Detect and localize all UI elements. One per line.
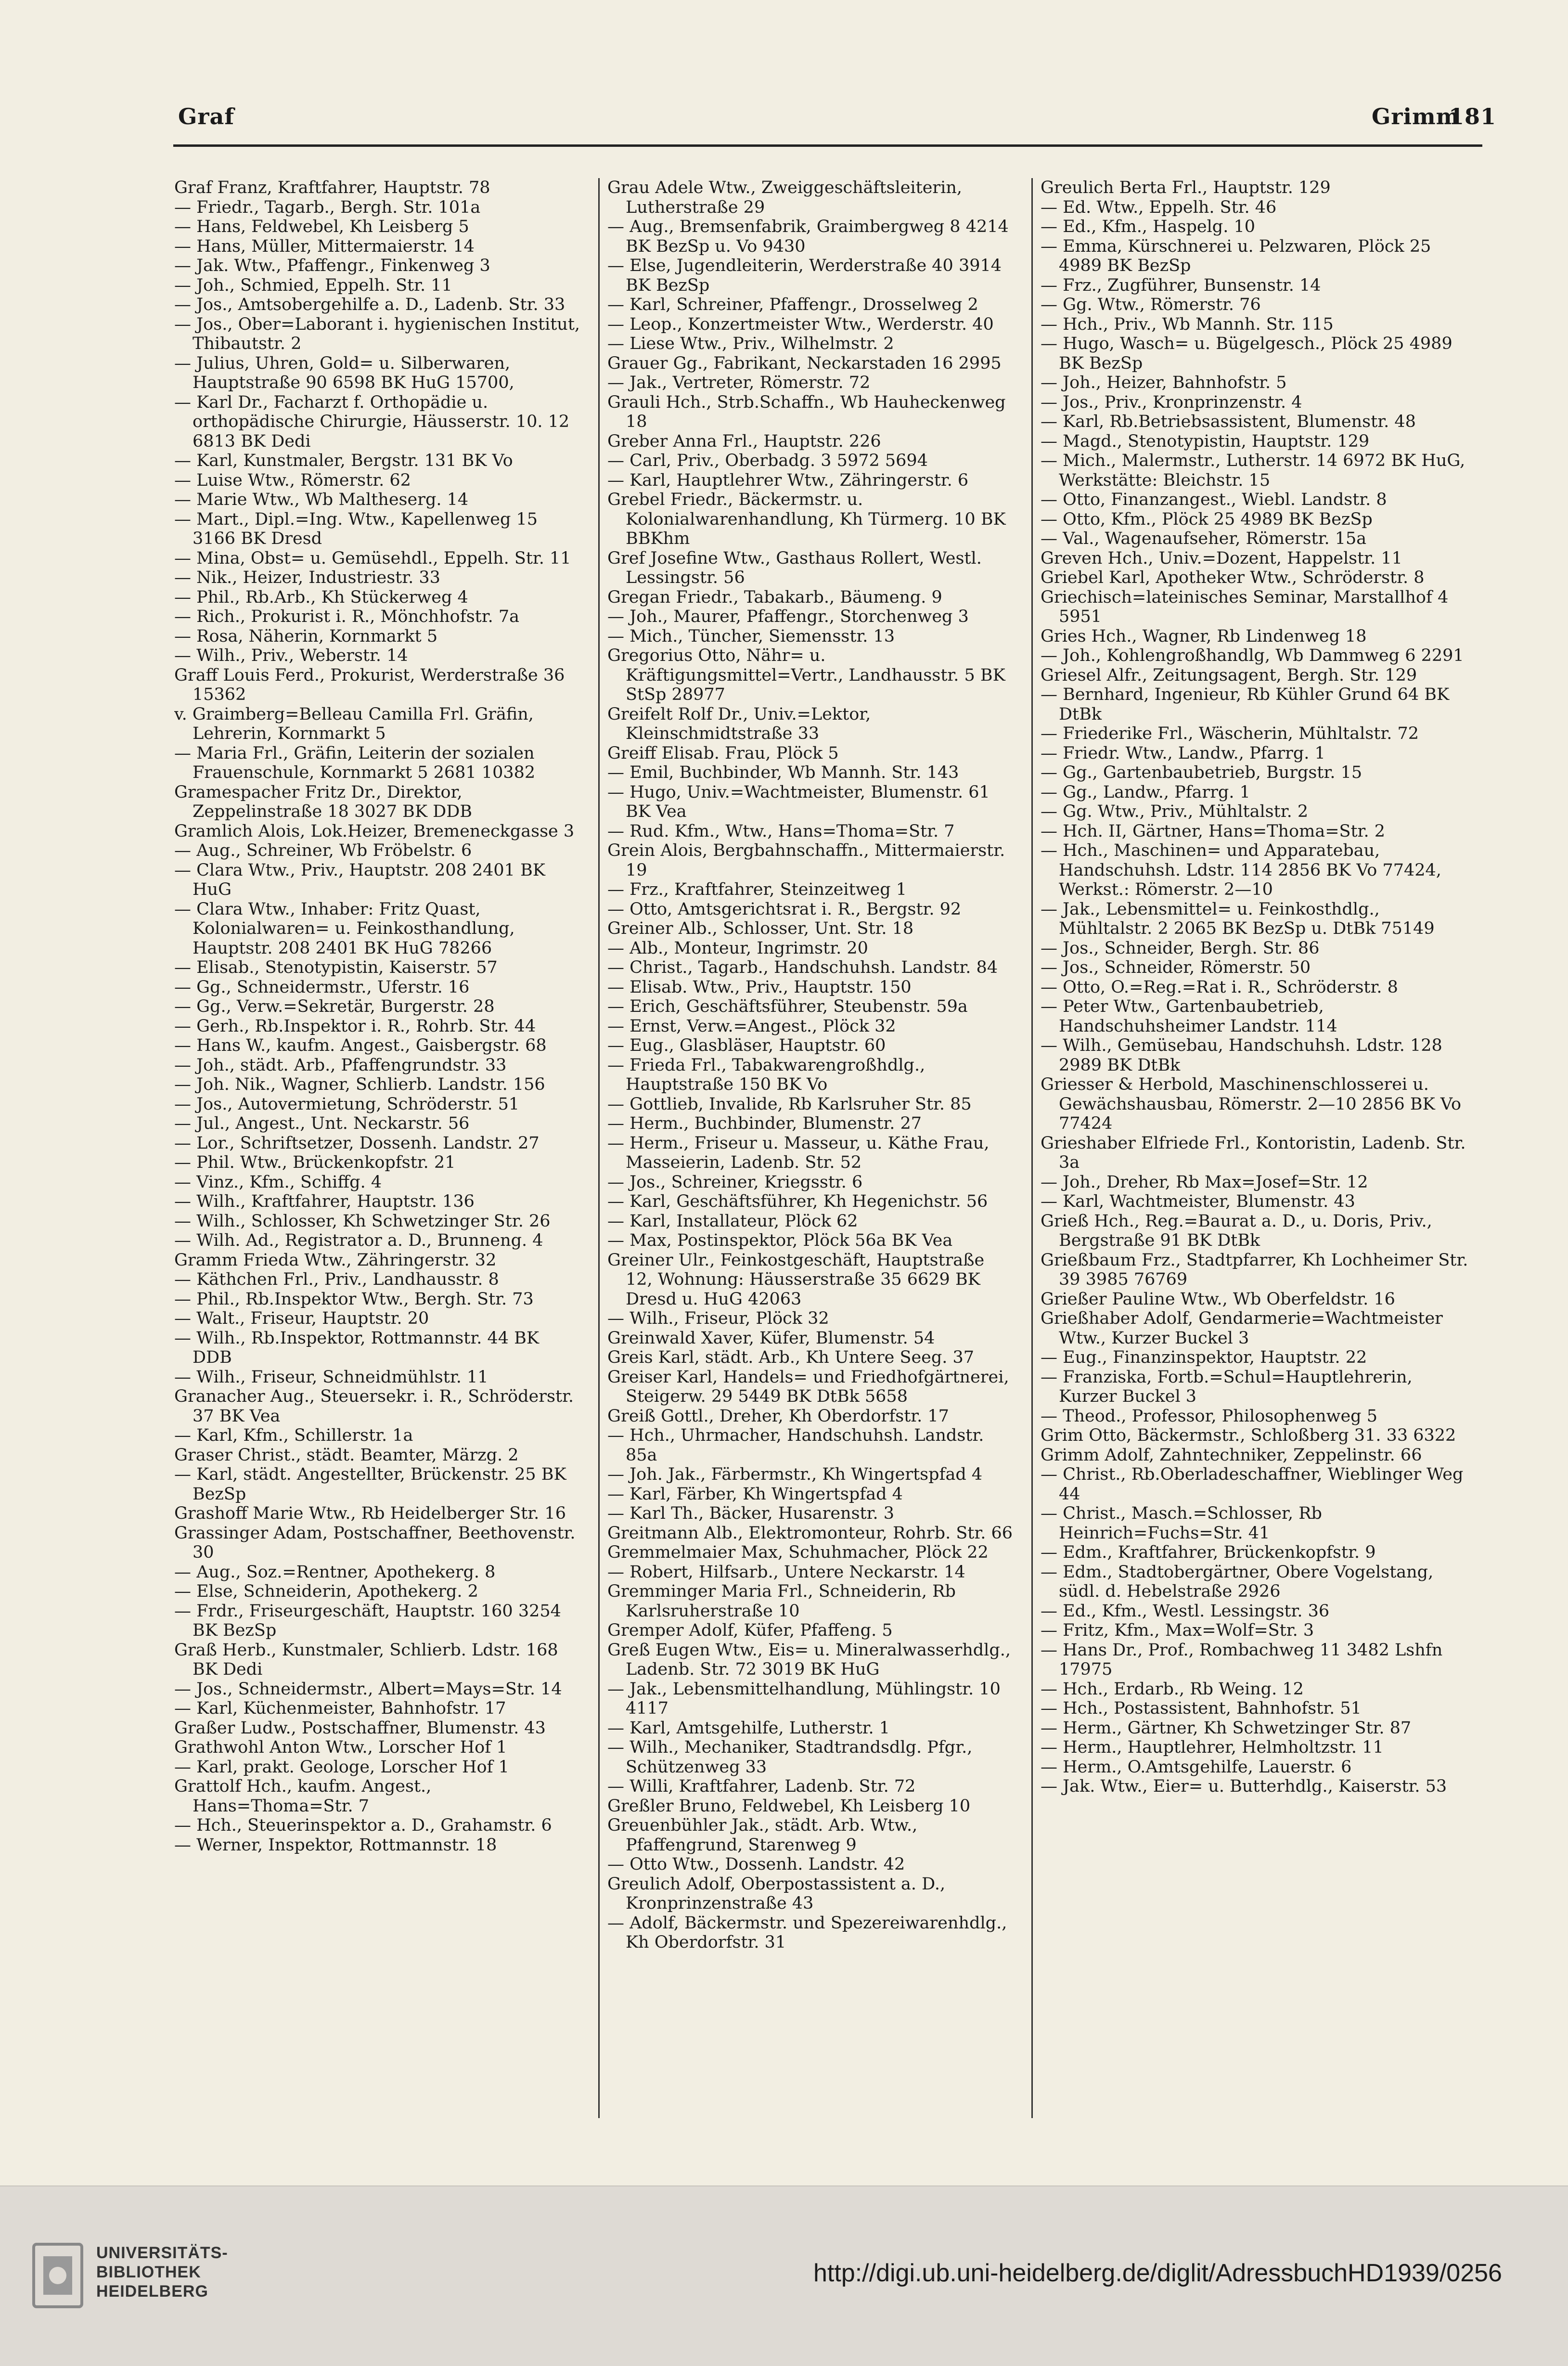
directory-entry: — Karl, Kunstmaler, Bergstr. 131 BK Vo bbox=[174, 451, 513, 470]
directory-entry: — Emil, Buchbinder, Wb Mannh. Str. 143 bbox=[607, 763, 959, 782]
directory-entry: — Frz., Kraftfahrer, Steinzeitweg 1 bbox=[607, 880, 907, 899]
directory-entry: — Karl, Küchenmeister, Bahnhofstr. 17 bbox=[174, 1699, 506, 1718]
directory-entry: — Adolf, Bäckermstr. und Spezereiwarenhdlg., Kh Oberdorfstr. 31 bbox=[607, 1913, 1007, 1952]
directory-entry: — Karl, Kfm., Schillerstr. 1a bbox=[174, 1426, 413, 1445]
directory-entry: — Joh., städt. Arb., Pfaffengrundstr. 33 bbox=[174, 1055, 507, 1075]
directory-entry: — Gg. Wtw., Römerstr. 76 bbox=[1041, 295, 1261, 314]
directory-entry: — Luise Wtw., Römerstr. 62 bbox=[174, 470, 411, 490]
directory-entry: Grießbaum Frz., Stadtpfarrer, Kh Lochheimer Str. 39 3985 76769 bbox=[1041, 1250, 1468, 1289]
university-seal-icon bbox=[29, 2239, 87, 2312]
directory-entry: — Phil., Rb.Inspektor Wtw., Bergh. Str. 73 bbox=[174, 1289, 534, 1309]
directory-entry: — Mina, Obst= u. Gemüsehdl., Eppelh. Str. 11 bbox=[174, 548, 571, 568]
directory-entry: — Karl, prakt. Geologe, Lorscher Hof 1 bbox=[174, 1757, 509, 1777]
directory-entry: — Otto, Finanzangest., Wiebl. Landstr. 8 bbox=[1041, 490, 1387, 509]
directory-entry: Gref Josefine Wtw., Gasthaus Rollert, Westl. Lessingstr. 56 bbox=[607, 548, 982, 587]
directory-entry: Grauli Hch., Strb.Schaffn., Wb Hauheckenweg 18 bbox=[607, 392, 1006, 431]
header-last-name: Grimm bbox=[1372, 103, 1460, 129]
directory-entry: — Karl, Wachtmeister, Blumenstr. 43 bbox=[1041, 1192, 1355, 1211]
directory-entry: — Hch., Steuerinspektor a. D., Grahamstr. 6 bbox=[174, 1816, 552, 1835]
directory-entry: — Otto, Amtsgerichtsrat i. R., Bergstr. 92 bbox=[607, 899, 962, 919]
directory-entry: — Marie Wtw., Wb Maltheserg. 14 bbox=[174, 490, 469, 509]
column-left bbox=[174, 178, 583, 2123]
directory-entry: Gries Hch., Wagner, Rb Lindenweg 18 bbox=[1041, 626, 1367, 646]
directory-entry: — Carl, Priv., Oberbadg. 3 5972 5694 bbox=[607, 451, 928, 470]
directory-entry: — Ed. Wtw., Eppelh. Str. 46 bbox=[1041, 197, 1277, 217]
directory-entry: — Rud. Kfm., Wtw., Hans=Thoma=Str. 7 bbox=[607, 821, 955, 841]
directory-entry: Grashoff Marie Wtw., Rb Heidelberger Str. 16 bbox=[174, 1504, 566, 1523]
directory-entry: — Joh. Jak., Färbermstr., Kh Wingertspfad 4 bbox=[607, 1465, 983, 1484]
directory-entry: — Werner, Inspektor, Rottmannstr. 18 bbox=[174, 1835, 497, 1855]
directory-entry: — Else, Schneiderin, Apothekerg. 2 bbox=[174, 1582, 478, 1601]
directory-entry: — Karl, Hauptlehrer Wtw., Zähringerstr. 6 bbox=[607, 470, 969, 490]
directory-entry: — Gottlieb, Invalide, Rb Karlsruher Str. 85 bbox=[607, 1094, 972, 1114]
directory-entry: Gramm Frieda Wtw., Zähringerstr. 32 bbox=[174, 1250, 497, 1270]
directory-entry: — Jos., Ober=Laborant i. hygienischen Institut, Thibautstr. 2 bbox=[174, 314, 580, 353]
directory-entry: Grebel Friedr., Bäckermstr. u. Kolonialwarenhandlung, Kh Türmerg. 10 BK BBKhm bbox=[607, 490, 1006, 548]
directory-entry: — Jak., Lebensmittelhandlung, Mühlingstr. 10 4117 bbox=[607, 1679, 1001, 1718]
directory-entry: — Erich, Geschäftsführer, Steubenstr. 59a bbox=[607, 997, 968, 1016]
directory-entry: — Wilh. Ad., Registrator a. D., Brunneng. 4 bbox=[174, 1231, 543, 1250]
directory-entry: — Aug., Soz.=Rentner, Apothekerg. 8 bbox=[174, 1562, 496, 1582]
directory-entry: — Karl, Rb.Betriebsassistent, Blumenstr. 48 bbox=[1041, 412, 1416, 431]
directory-entry: — Willi, Kraftfahrer, Ladenb. Str. 72 bbox=[607, 1777, 916, 1796]
directory-entry: Grau Adele Wtw., Zweiggeschäftsleiterin, Lutherstraße 29 bbox=[607, 178, 962, 217]
directory-entry: — Eug., Glasbläser, Hauptstr. 60 bbox=[607, 1036, 886, 1055]
directory-entry: Grattolf Hch., kaufm. Angest., Hans=Thoma=Str. 7 bbox=[174, 1777, 432, 1816]
directory-entry: v. Graimberg=Belleau Camilla Frl. Gräfin, Lehrerin, Kornmarkt 5 bbox=[174, 704, 534, 743]
directory-entry: Greßler Bruno, Feldwebel, Kh Leisberg 10 bbox=[607, 1796, 971, 1816]
directory-entry: — Gerh., Rb.Inspektor i. R., Rohrb. Str. 44 bbox=[174, 1016, 536, 1036]
directory-entry: — Robert, Hilfsarb., Untere Neckarstr. 14 bbox=[607, 1562, 965, 1582]
directory-entry: — Edm., Stadtobergärtner, Obere Vogelstang, südl. d. Hebelstraße 2926 bbox=[1041, 1562, 1434, 1601]
directory-entry: — Vinz., Kfm., Schiffg. 4 bbox=[174, 1172, 382, 1192]
directory-entry: Griesser & Herbold, Maschinenschlosserei u. Gewächshausbau, Römerstr. 2—10 2856 BK Vo 77424 bbox=[1041, 1075, 1462, 1133]
directory-entry: — Hch., Uhrmacher, Handschuhsh. Landstr. 85a bbox=[607, 1426, 984, 1465]
directory-entry: Greulich Berta Frl., Hauptstr. 129 bbox=[1041, 178, 1331, 197]
directory-entry: — Mich., Malermstr., Lutherstr. 14 6972 BK HuG, Werkstätte: Bleichstr. 15 bbox=[1041, 451, 1465, 490]
directory-entry: — Clara Wtw., Priv., Hauptstr. 208 2401 BK HuG bbox=[174, 860, 545, 899]
directory-entry: Greiser Karl, Handels= und Friedhofgärtnerei, Steigerw. 29 5449 BK DtBk 5658 bbox=[607, 1367, 1009, 1406]
directory-entry: Grauer Gg., Fabrikant, Neckarstaden 16 2995 bbox=[607, 353, 1002, 373]
directory-entry: — Gg. Wtw., Priv., Mühltalstr. 2 bbox=[1041, 802, 1309, 821]
directory-entry: Graf Franz, Kraftfahrer, Hauptstr. 78 bbox=[174, 178, 490, 197]
directory-entry: Greuenbühler Jak., städt. Arb. Wtw., Pfaffengrund, Starenweg 9 bbox=[607, 1816, 918, 1855]
directory-entry: — Wilh., Schlosser, Kh Schwetzinger Str. 26 bbox=[174, 1211, 551, 1231]
library-name-line: HEIDELBERG bbox=[96, 2282, 208, 2301]
directory-entry: — Hch., Maschinen= und Apparatebau, Handschuhsh. Ldstr. 114 2856 BK Vo 77424, Werkst.: Römerstr. 2—10 bbox=[1041, 841, 1441, 899]
column-divider bbox=[598, 178, 600, 2118]
directory-entry: — Herm., Friseur u. Masseur, u. Käthe Frau, Masseierin, Ladenb. Str. 52 bbox=[607, 1133, 990, 1172]
directory-entry: Graser Christ., städt. Beamter, Märzg. 2 bbox=[174, 1445, 519, 1465]
directory-entry: — Emma, Kürschnerei u. Pelzwaren, Plöck 25 4989 BK BezSp bbox=[1041, 236, 1431, 275]
directory-entry: — Herm., O.Amtsgehilfe, Lauerstr. 6 bbox=[1041, 1757, 1352, 1777]
directory-entry: — Max, Postinspektor, Plöck 56a BK Vea bbox=[607, 1231, 953, 1250]
library-name-line: UNIVERSITÄTS- bbox=[96, 2244, 228, 2262]
directory-entry: — Peter Wtw., Gartenbaubetrieb, Handschuhsheimer Landstr. 114 bbox=[1041, 997, 1337, 1036]
directory-entry: Grim Otto, Bäckermstr., Schloßberg 31. 33 6322 bbox=[1041, 1426, 1456, 1445]
directory-entry: — Rich., Prokurist i. R., Mönchhofstr. 7a bbox=[174, 607, 520, 626]
directory-entry: — Ed., Kfm., Haspelg. 10 bbox=[1041, 217, 1255, 236]
page-header bbox=[0, 0, 1568, 159]
directory-entry: Greis Karl, städt. Arb., Kh Untere Seeg. 37 bbox=[607, 1348, 975, 1367]
directory-entry: Grathwohl Anton Wtw., Lorscher Hof 1 bbox=[174, 1738, 507, 1757]
directory-entry: — Hans, Feldwebel, Kh Leisberg 5 bbox=[174, 217, 469, 236]
directory-entry: — Karl Th., Bäcker, Husarenstr. 3 bbox=[607, 1504, 895, 1523]
directory-entry: Grießer Pauline Wtw., Wb Oberfeldstr. 16 bbox=[1041, 1289, 1395, 1309]
directory-entry: Graff Louis Ferd., Prokurist, Werderstraße 36 15362 bbox=[174, 665, 565, 704]
directory-entry: Grassinger Adam, Postschaffner, Beethovenstr. 30 bbox=[174, 1523, 576, 1562]
directory-entry: Gremmelmaier Max, Schuhmacher, Plöck 22 bbox=[607, 1543, 989, 1562]
directory-entry: — Wilh., Friseur, Plöck 32 bbox=[607, 1309, 829, 1328]
directory-entry: — Jos., Amtsobergehilfe a. D., Ladenb. Str. 33 bbox=[174, 295, 566, 314]
directory-entry: — Joh. Nik., Wagner, Schlierb. Landstr. 156 bbox=[174, 1075, 545, 1094]
directory-entry: Grießhaber Adolf, Gendarmerie=Wachtmeister Wtw., Kurzer Buckel 3 bbox=[1041, 1309, 1443, 1348]
directory-entry: — Val., Wagenaufseher, Römerstr. 15a bbox=[1041, 529, 1367, 548]
directory-entry: — Gg., Gartenbaubetrieb, Burgstr. 15 bbox=[1041, 763, 1362, 782]
directory-entry: — Gg., Schneidermstr., Uferstr. 16 bbox=[174, 977, 470, 997]
directory-entry: — Karl, Installateur, Plöck 62 bbox=[607, 1211, 858, 1231]
directory-entry: — Jak. Wtw., Pfaffengr., Finkenweg 3 bbox=[174, 256, 490, 275]
directory-entry: — Mart., Dipl.=Ing. Wtw., Kapellenweg 15 3166 BK Dresd bbox=[174, 509, 538, 548]
directory-entry: — Wilh., Mechaniker, Stadtrandsdlg. Pfgr., Schützenweg 33 bbox=[607, 1738, 973, 1777]
directory-entry: Grimm Adolf, Zahntechniker, Zeppelinstr. 66 bbox=[1041, 1445, 1422, 1465]
directory-entry: Greven Hch., Univ.=Dozent, Happelstr. 11 bbox=[1041, 548, 1402, 568]
directory-entry: — Ernst, Verw.=Angest., Plöck 32 bbox=[607, 1016, 896, 1036]
directory-entry: — Wilh., Kraftfahrer, Hauptstr. 136 bbox=[174, 1192, 475, 1211]
directory-entry: — Jos., Schneider, Römerstr. 50 bbox=[1041, 958, 1311, 977]
directory-entry: Greß Eugen Wtw., Eis= u. Mineralwasserhdlg., Ladenb. Str. 72 3019 BK HuG bbox=[607, 1640, 1011, 1679]
directory-entry: — Jak., Vertreter, Römerstr. 72 bbox=[607, 373, 871, 392]
directory-entry: — Elisab. Wtw., Priv., Hauptstr. 150 bbox=[607, 977, 912, 997]
directory-entry: — Frdr., Friseurgeschäft, Hauptstr. 160 3254 BK BezSp bbox=[174, 1601, 561, 1640]
column-divider bbox=[1031, 178, 1033, 2118]
directory-entry: — Leop., Konzertmeister Wtw., Werderstr. 40 bbox=[607, 314, 994, 334]
directory-entry: — Hans, Müller, Mittermaierstr. 14 bbox=[174, 236, 475, 256]
permalink-url[interactable]: http://digi.ub.uni-heidelberg.de/diglit/AdressbuchHD1939/0256 bbox=[813, 2259, 1502, 2287]
column-right bbox=[1041, 178, 1474, 2123]
directory-entry: — Gg., Verw.=Sekretär, Burgerstr. 28 bbox=[174, 997, 495, 1016]
directory-entry: — Magd., Stenotypistin, Hauptstr. 129 bbox=[1041, 431, 1370, 451]
directory-entry: — Aug., Schreiner, Wb Fröbelstr. 6 bbox=[174, 841, 472, 860]
directory-entry: — Jos., Schneidermstr., Albert=Mays=Str. 14 bbox=[174, 1679, 562, 1699]
directory-entry: — Herm., Gärtner, Kh Schwetzinger Str. 87 bbox=[1041, 1718, 1412, 1738]
directory-entry: — Else, Jugendleiterin, Werderstraße 40 3914 BK BezSp bbox=[607, 256, 1002, 295]
directory-entry: — Karl, städt. Angestellter, Brückenstr. 25 BK BezSp bbox=[174, 1465, 566, 1504]
directory-entry: Griebel Karl, Apotheker Wtw., Schröderstr. 8 bbox=[1041, 568, 1425, 587]
column-middle bbox=[607, 178, 1016, 2123]
directory-entry: Gregan Friedr., Tabakarb., Bäumeng. 9 bbox=[607, 587, 942, 607]
directory-entry: — Hugo, Univ.=Wachtmeister, Blumenstr. 61 BK Vea bbox=[607, 782, 990, 821]
directory-entry: — Hch., Erdarb., Rb Weing. 12 bbox=[1041, 1679, 1304, 1699]
directory-entry: Graß Herb., Kunstmaler, Schlierb. Ldstr. 168 BK Dedi bbox=[174, 1640, 558, 1679]
directory-entry: — Hugo, Wasch= u. Bügelgesch., Plöck 25 4989 BK BezSp bbox=[1041, 334, 1452, 373]
directory-entry: Griesel Alfr., Zeitungsagent, Bergh. Str. 129 bbox=[1041, 665, 1417, 685]
directory-entry: — Karl, Schreiner, Pfaffengr., Drosselweg 2 bbox=[607, 295, 978, 314]
directory-entry: — Christ., Tagarb., Handschuhsh. Landstr. 84 bbox=[607, 958, 998, 977]
directory-entry: Gregorius Otto, Nähr= u. Kräftigungsmittel=Vertr., Landhausstr. 5 BK StSp 28977 bbox=[607, 646, 1005, 704]
directory-entry: — Clara Wtw., Inhaber: Fritz Quast, Kolonialwaren= u. Feinkosthandlung, Hauptstr. 208 2401 BK HuG 78266 bbox=[174, 899, 515, 958]
directory-entry: — Wilh., Gemüsebau, Handschuhsh. Ldstr. 128 2989 BK DtBk bbox=[1041, 1036, 1442, 1075]
directory-entry: — Joh., Schmied, Eppelh. Str. 11 bbox=[174, 275, 452, 295]
directory-entry: — Hch. II, Gärtner, Hans=Thoma=Str. 2 bbox=[1041, 821, 1385, 841]
directory-entry: — Edm., Kraftfahrer, Brückenkopfstr. 9 bbox=[1041, 1543, 1376, 1562]
directory-entry: — Rosa, Näherin, Kornmarkt 5 bbox=[174, 626, 438, 646]
directory-entry: Grein Alois, Bergbahnschaffn., Mittermaierstr. 19 bbox=[607, 841, 1005, 880]
header-rule bbox=[173, 144, 1482, 147]
directory-entry: — Liese Wtw., Priv., Wilhelmstr. 2 bbox=[607, 334, 894, 353]
directory-entry: Greiff Elisab. Frau, Plöck 5 bbox=[607, 743, 839, 763]
directory-entry: — Karl, Amtsgehilfe, Lutherstr. 1 bbox=[607, 1718, 890, 1738]
directory-entry: — Wilh., Priv., Weberstr. 14 bbox=[174, 646, 408, 665]
directory-entry: — Bernhard, Ingenieur, Rb Kühler Grund 64 BK DtBk bbox=[1041, 685, 1450, 724]
library-footer bbox=[0, 2185, 1568, 2366]
directory-entry: — Joh., Kohlengroßhandlg, Wb Dammweg 6 2291 bbox=[1041, 646, 1464, 665]
directory-entry: — Jos., Autovermietung, Schröderstr. 51 bbox=[174, 1094, 520, 1114]
directory-entry: — Herm., Hauptlehrer, Helmholtzstr. 11 bbox=[1041, 1738, 1384, 1757]
directory-entry: Grieß Hch., Reg.=Baurat a. D., u. Doris, Priv., Bergstraße 91 BK DtBk bbox=[1041, 1211, 1432, 1250]
directory-entry: — Hans Dr., Prof., Rombachweg 11 3482 Lshfn 17975 bbox=[1041, 1640, 1443, 1679]
directory-entry: Graßer Ludw., Postschaffner, Blumenstr. 43 bbox=[174, 1718, 546, 1738]
directory-entry: — Karl Dr., Facharzt f. Orthopädie u. orthopädische Chirurgie, Häusserstr. 10. 12 6813 BK Dedi bbox=[174, 392, 570, 451]
directory-entry: — Käthchen Frl., Priv., Landhausstr. 8 bbox=[174, 1270, 499, 1289]
directory-entry: — Eug., Finanzinspektor, Hauptstr. 22 bbox=[1041, 1348, 1367, 1367]
directory-entry: — Joh., Dreher, Rb Max=Josef=Str. 12 bbox=[1041, 1172, 1368, 1192]
directory-entry: — Hch., Postassistent, Bahnhofstr. 51 bbox=[1041, 1699, 1362, 1718]
directory-entry: Greiner Ulr., Feinkostgeschäft, Hauptstraße 12, Wohnung: Häusserstraße 35 6629 BK Dresd u. HuG 42063 bbox=[607, 1250, 985, 1309]
directory-entry: — Friedr. Wtw., Landw., Pfarrg. 1 bbox=[1041, 743, 1325, 763]
directory-entry: — Theod., Professor, Philosophenweg 5 bbox=[1041, 1406, 1377, 1426]
directory-entry: — Jul., Angest., Unt. Neckarstr. 56 bbox=[174, 1114, 470, 1133]
header-first-name: Graf bbox=[178, 103, 235, 129]
directory-entry: — Maria Frl., Gräfin, Leiterin der sozialen Frauenschule, Kornmarkt 5 2681 10382 bbox=[174, 743, 536, 782]
directory-entry: — Jak. Wtw., Eier= u. Butterhdlg., Kaiserstr. 53 bbox=[1041, 1777, 1447, 1796]
directory-entry: — Hch., Priv., Wb Mannh. Str. 115 bbox=[1041, 314, 1334, 334]
directory-entry: — Phil. Wtw., Brückenkopfstr. 21 bbox=[174, 1153, 456, 1172]
directory-entry: — Gg., Landw., Pfarrg. 1 bbox=[1041, 782, 1250, 802]
directory-entry: — Christ., Masch.=Schlosser, Rb Heinrich=Fuchs=Str. 41 bbox=[1041, 1504, 1322, 1543]
directory-entry: — Jos., Schreiner, Kriegsstr. 6 bbox=[607, 1172, 863, 1192]
directory-entry: Grieshaber Elfriede Frl., Kontoristin, Ladenb. Str. 3a bbox=[1041, 1133, 1466, 1172]
directory-entry: — Herm., Buchbinder, Blumenstr. 27 bbox=[607, 1114, 922, 1133]
directory-entry: — Fritz, Kfm., Max=Wolf=Str. 3 bbox=[1041, 1621, 1314, 1640]
library-name bbox=[96, 2243, 228, 2301]
page-number: 181 bbox=[1449, 103, 1497, 129]
directory-entry: — Christ., Rb.Oberladeschaffner, Wieblinger Weg 44 bbox=[1041, 1465, 1464, 1504]
directory-entry: — Otto Wtw., Dossenh. Landstr. 42 bbox=[607, 1855, 905, 1874]
directory-entry: Greitmann Alb., Elektromonteur, Rohrb. Str. 66 bbox=[607, 1523, 1013, 1543]
directory-entry: — Otto, O.=Reg.=Rat i. R., Schröderstr. 8 bbox=[1041, 977, 1398, 997]
directory-entry: — Otto, Kfm., Plöck 25 4989 BK BezSp bbox=[1041, 509, 1373, 529]
directory-entry: — Frz., Zugführer, Bunsenstr. 14 bbox=[1041, 275, 1321, 295]
directory-entry: — Joh., Heizer, Bahnhofstr. 5 bbox=[1041, 373, 1287, 392]
directory-entry: — Phil., Rb.Arb., Kh Stückerweg 4 bbox=[174, 587, 468, 607]
directory-entry: Gremminger Maria Frl., Schneiderin, Rb Karlsruherstraße 10 bbox=[607, 1582, 956, 1621]
directory-entry: Gramespacher Fritz Dr., Direktor, Zeppelinstraße 18 3027 BK DDB bbox=[174, 782, 473, 821]
directory-entry: — Hans W., kaufm. Angest., Gaisbergstr. 68 bbox=[174, 1036, 547, 1055]
directory-entry: Griechisch=lateinisches Seminar, Marstallhof 4 5951 bbox=[1041, 587, 1449, 626]
directory-entry: Greulich Adolf, Oberpostassistent a. D., Kronprinzenstraße 43 bbox=[607, 1874, 946, 1913]
directory-entry: Greber Anna Frl., Hauptstr. 226 bbox=[607, 431, 881, 451]
directory-entry: — Jos., Priv., Kronprinzenstr. 4 bbox=[1041, 392, 1302, 412]
directory-entry: Greifelt Rolf Dr., Univ.=Lektor, Kleinschmidtstraße 33 bbox=[607, 704, 871, 743]
directory-entry: — Friedr., Tagarb., Bergh. Str. 101a bbox=[174, 197, 481, 217]
directory-entry: — Ed., Kfm., Westl. Lessingstr. 36 bbox=[1041, 1601, 1330, 1621]
directory-entry: — Franziska, Fortb.=Schul=Hauptlehrerin, Kurzer Buckel 3 bbox=[1041, 1367, 1413, 1406]
directory-entry: Greinwald Xaver, Küfer, Blumenstr. 54 bbox=[607, 1328, 935, 1348]
directory-entry: — Julius, Uhren, Gold= u. Silberwaren, Hauptstraße 90 6598 BK HuG 15700, bbox=[174, 353, 514, 392]
directory-entry: — Mich., Tüncher, Siemensstr. 13 bbox=[607, 626, 895, 646]
directory-entry: — Jak., Lebensmittel= u. Feinkosthdlg., Mühltalstr. 2 2065 BK BezSp u. DtBk 75149 bbox=[1041, 899, 1435, 938]
directory-entry: Gramlich Alois, Lok.Heizer, Bremeneckgasse 3 bbox=[174, 821, 575, 841]
directory-entry: — Walt., Friseur, Hauptstr. 20 bbox=[174, 1309, 429, 1328]
directory-entry: — Lor., Schriftsetzer, Dossenh. Landstr. 27 bbox=[174, 1133, 540, 1153]
directory-entry: — Frieda Frl., Tabakwarengroßhdlg., Hauptstraße 150 BK Vo bbox=[607, 1055, 925, 1094]
directory-entry: Granacher Aug., Steuersekr. i. R., Schröderstr. 37 BK Vea bbox=[174, 1387, 574, 1426]
directory-entry: — Karl, Geschäftsführer, Kh Hegenichstr. 56 bbox=[607, 1192, 988, 1211]
directory-entry: — Nik., Heizer, Industriestr. 33 bbox=[174, 568, 440, 587]
directory-entry: — Aug., Bremsenfabrik, Graimbergweg 8 4214 BK BezSp u. Vo 9430 bbox=[607, 217, 1009, 256]
directory-entry: — Alb., Monteur, Ingrimstr. 20 bbox=[607, 938, 868, 958]
directory-entry: — Joh., Maurer, Pfaffengr., Storchenweg 3 bbox=[607, 607, 969, 626]
library-name-line: BIBLIOTHEK bbox=[96, 2263, 201, 2281]
directory-entry: — Friederike Frl., Wäscherin, Mühltalstr. 72 bbox=[1041, 724, 1419, 743]
directory-entry: — Elisab., Stenotypistin, Kaiserstr. 57 bbox=[174, 958, 498, 977]
directory-entry: Gremper Adolf, Küfer, Pfaffeng. 5 bbox=[607, 1621, 893, 1640]
directory-entry: — Karl, Färber, Kh Wingertspfad 4 bbox=[607, 1484, 903, 1504]
directory-entry: Greiner Alb., Schlosser, Unt. Str. 18 bbox=[607, 919, 914, 938]
directory-entry: — Jos., Schneider, Bergh. Str. 86 bbox=[1041, 938, 1320, 958]
directory-entry: Greiß Gottl., Dreher, Kh Oberdorfstr. 17 bbox=[607, 1406, 949, 1426]
directory-entry: — Wilh., Friseur, Schneidmühlstr. 11 bbox=[174, 1367, 488, 1387]
directory-entry: — Wilh., Rb.Inspektor, Rottmannstr. 44 BK DDB bbox=[174, 1328, 539, 1367]
